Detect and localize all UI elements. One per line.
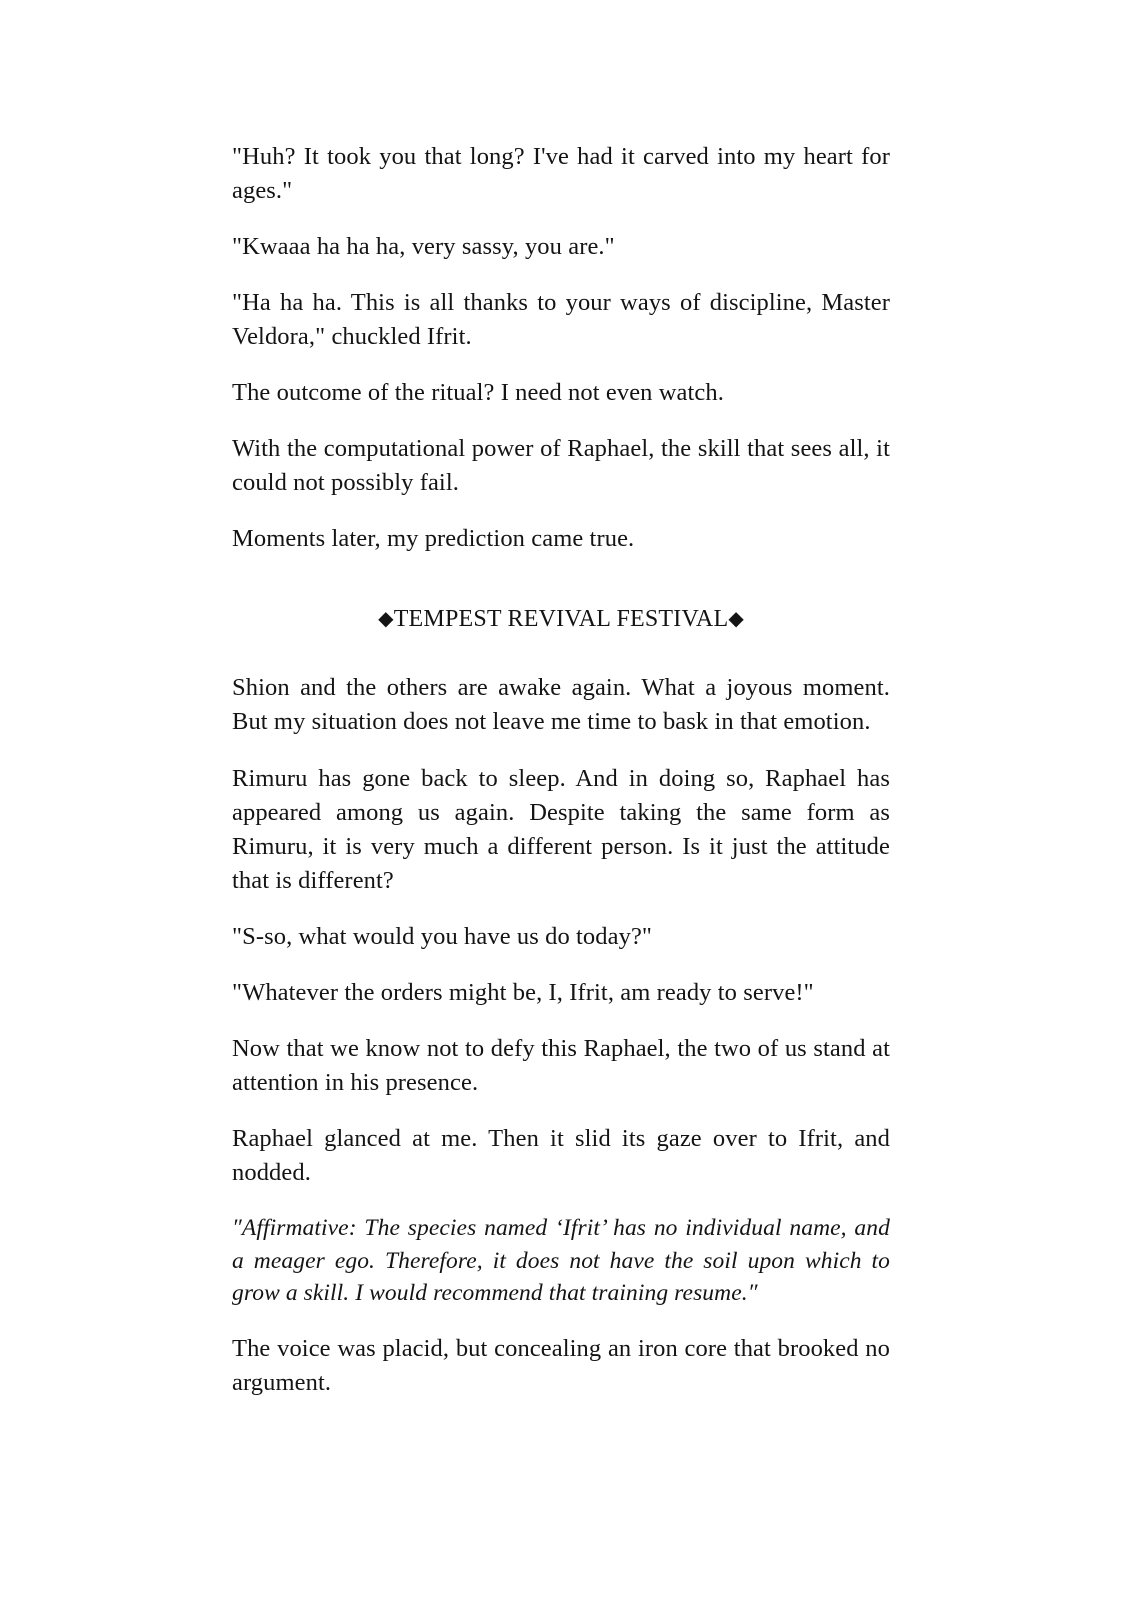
paragraph: Now that we know not to defy this Raphael, the two of us stand at attention in his presence. [232, 1034, 890, 1096]
diamond-ornament-icon: ◆ [378, 608, 394, 631]
paragraph: Shion and the others are awake again. What a joyous moment. But my situation does not leave me time to bask in that emotion. [232, 674, 890, 736]
paragraph: "S-so, what would you have us do today?" [232, 922, 653, 950]
paragraph: Moments later, my prediction came true. [232, 525, 635, 553]
section-heading-title: TEMPEST REVIVAL FESTIVAL [393, 606, 729, 633]
paragraph: The outcome of the ritual? I need not even watch. [232, 379, 724, 407]
section-heading [232, 606, 890, 633]
paragraph: With the computational power of Raphael, the skill that sees all, it could not possibly fail. [232, 435, 890, 497]
diamond-ornament-icon: ◆ [728, 608, 744, 631]
paragraph: The voice was placid, but concealing an iron core that brooked no argument. [232, 1334, 890, 1396]
text-column [232, 140, 890, 1400]
paragraph: "Huh? It took you that long? I've had it carved into my heart for ages." [232, 143, 890, 205]
paragraph: Rimuru has gone back to sleep. And in doing so, Raphael has appeared among us again. Despite taking the same form as Rimuru, it is very much a different person. Is it just the attitude that is different? [232, 764, 890, 894]
paragraph-italic-quote: ″Affirmative: The species named ‘Ifrit’ has no individual name, and a meager ego. Therefore, it does not have the soil upon which to grow a skill. I would recommend that training resume.″ [232, 1214, 890, 1307]
paragraph: "Ha ha ha. This is all thanks to your ways of discipline, Master Veldora," chuckled Ifrit. [232, 289, 890, 351]
paragraph: Raphael glanced at me. Then it slid its gaze over to Ifrit, and nodded. [232, 1124, 890, 1186]
paragraph: "Whatever the orders might be, I, Ifrit, am ready to serve!" [232, 978, 814, 1006]
paragraph: "Kwaaa ha ha ha, very sassy, you are." [232, 233, 615, 261]
